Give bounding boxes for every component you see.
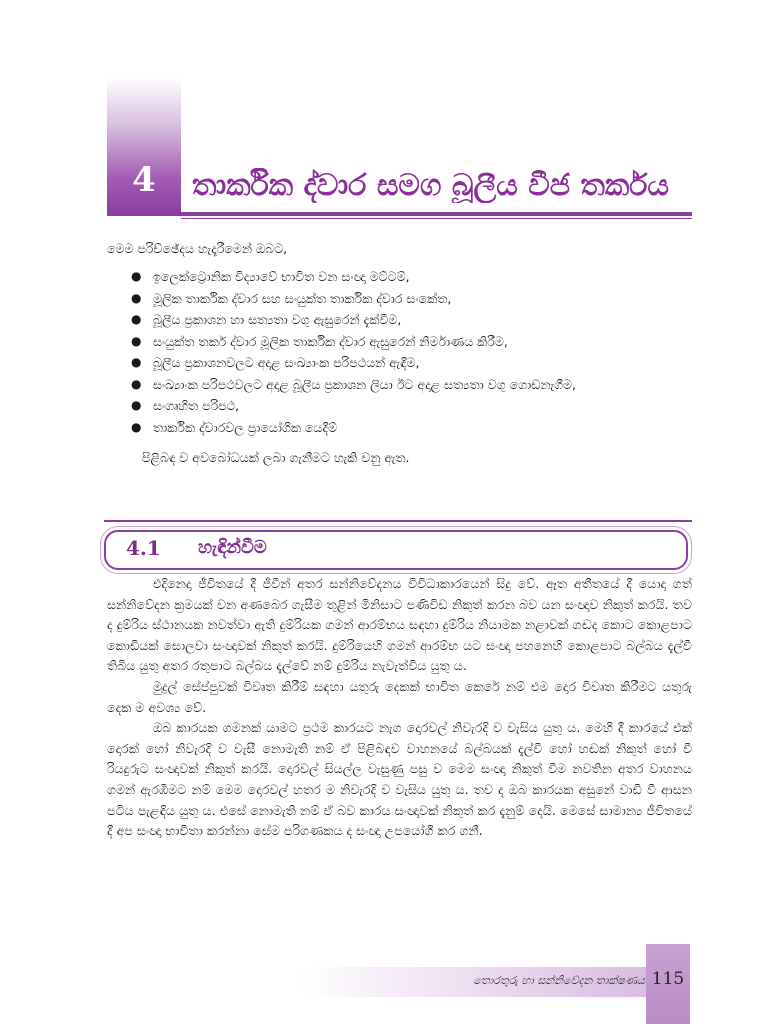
running-footer-title: තොරතුරු හා සන්නිවේදන තාක්ෂණය <box>473 974 645 987</box>
objective-text: බූලීය ප්‍රකාශනවලට අදාළ සංඛ්‍යාංක පරිපථයන් ඇඳීම, <box>153 355 420 370</box>
objectives-list <box>107 266 692 438</box>
objectives-outro: පිළිබඳ ව අවබෝධයක් ලබා ගැනීමට හැකි වනු ඇත. <box>142 450 410 465</box>
paragraph: එදිනෙදා ජීවිතයේ දී ජීවීන් අතර සන්නිවේදනය විවිධාකාරයෙන් සිදු වේ. ඈත අතීතයේ දී යොදා ගත් සන්නිවේදන ක්‍රමයක් වන අණබෙර ගැසීම තුළින් මිනිසාට පණිවිඩ නිකුත් කරන බව යන සංඥාව නිකුත් කරයි. තව ද දුම්රිය ස්ථානයක නවත්වා ඇති දුම්රියක ගමන් ආරම්භය සඳහා දුම්රිය නියාමක නළාවක් ගඬද කොට කොළපාට කොඩියක් සොලවා සංඥාවක් නිකුත් කරයි. දුම්රියෙහි ගමන් ආරම්භ යට සංඥා පහනෙහි කොළපාට බල්බය දැල්වී තිබිය යුතු අතර රතුපාට බල්බය දැල්වේ නම් දුම්රිය නැවැත්විය යුතු ය. <box>107 576 692 674</box>
paragraph: ඔබ කාරයක ගමනක් යාමට ප්‍රථම කාරයට නැග දොරවල් නිවැරදි ව වැසිය යුතු ය. මෙහි දී කාරයේ එක් දොරක් හෝ නිවැරදි ව වැසී නොමැති නම් ඒ පිළිබඳව වාහනයේ බල්බයක් දැල්වී හෝ හඬක් නිකුත් හෝ වී රියදුරුට සංඥාවක් නිකුත් කරයි. දොරවල් සියල්ල වැසුණු පසු ව මෙම සංඥා නිකුත් වීම නවතින අතර වාහනය ගමන් ඇරඹීමට නම් මෙම දොරවල් හතර ම නිවැරදි ව වැසිය යුතු ය. තව ද ඔබ කාරයක අසුනේ වාඩි වී ආසන පටිය පැළඳිය යුතු ය. එසේ නොමැති නම් ඒ බව කාරය සංඥාවක් නිකුත් කර දැනුම් දෙයි. මෙසේ සාමාන්‍ය ජීවිතයේ දී අප සංඥා භාවිතා කරන්නා සේම පරිගණකය ද සංඥා උපයෝගී කර ගනී. <box>107 720 692 839</box>
objective-text: සංගෘහිත පරිපථ, <box>153 398 240 413</box>
objective-text: ඉලෙක්ට්‍රොනික විද්‍යාවේ භාවිත වන සංඥා මට්ටම්, <box>153 269 410 284</box>
title-rule-thin <box>181 218 692 219</box>
bullet-icon: ● <box>131 355 142 369</box>
paragraph: මුද්‍රල් සේප්පුවක් විවෘත කිරීම් සඳහා යතුරු දෙකක් භාවිත කෙරේ නම් එම දොර විවෘත කිරීමට යතුරු දෙක ම අවශ්‍ය වේ. <box>107 678 692 715</box>
section-number: 4.1 <box>126 536 161 560</box>
objective-item <box>131 266 692 288</box>
body-text <box>107 574 692 842</box>
bullet-icon: ● <box>131 419 142 434</box>
chapter-title: තාර්කික ද්වාර සමග බූලීය වීජ තර්කය <box>192 168 669 203</box>
bullet-icon: ● <box>131 333 142 348</box>
bullet-icon: ● <box>131 376 142 391</box>
bullet-icon: ● <box>131 312 142 326</box>
section-title: හැඳින්වීම <box>198 537 267 558</box>
chapter-number: 4 <box>132 160 156 200</box>
page-number: 115 <box>651 969 685 989</box>
chapter-objectives <box>107 238 692 469</box>
objective-item <box>131 331 692 353</box>
objective-text: සංඛ්‍යාංක පරිපථවලට අදාළ බූලීය ප්‍රකාශන ලියා ඊට අදාළ සත්‍යතා වගු ගොඩනැගීම, <box>153 376 576 392</box>
objectives-lead: මෙම පරිච්ඡේදය හැදෑරීමෙන් ඔබට, <box>107 241 288 256</box>
objective-item <box>131 309 692 331</box>
section-rule <box>104 520 692 522</box>
objective-text: මූලික තාර්කික ද්වාර සහ සංයුක්ත තාර්කික ද්වාර සංකේත, <box>153 290 452 306</box>
section-heading-box <box>104 530 688 570</box>
objective-item <box>131 417 692 439</box>
objective-text: තාර්කික ද්වාරවල ප්‍රායෝගික යෙදීම් <box>153 419 338 435</box>
bullet-icon: ● <box>131 269 142 283</box>
objective-item <box>131 395 692 417</box>
objective-text: බූලීය ප්‍රකාශන හා සත්‍යතා වගු ඇසුරෙන් දැක්වීම, <box>153 312 402 327</box>
objective-text: සංයුක්ත තර්ක ද්වාර මූලික තාර්කික ද්වාර ඇසුරෙන් නිර්මාණය කිරීම, <box>153 333 508 349</box>
bullet-icon: ● <box>131 398 142 412</box>
objective-item <box>131 288 692 310</box>
objective-item <box>131 374 692 396</box>
bullet-icon: ● <box>131 290 142 305</box>
objective-item <box>131 352 692 374</box>
title-rule <box>107 212 692 216</box>
